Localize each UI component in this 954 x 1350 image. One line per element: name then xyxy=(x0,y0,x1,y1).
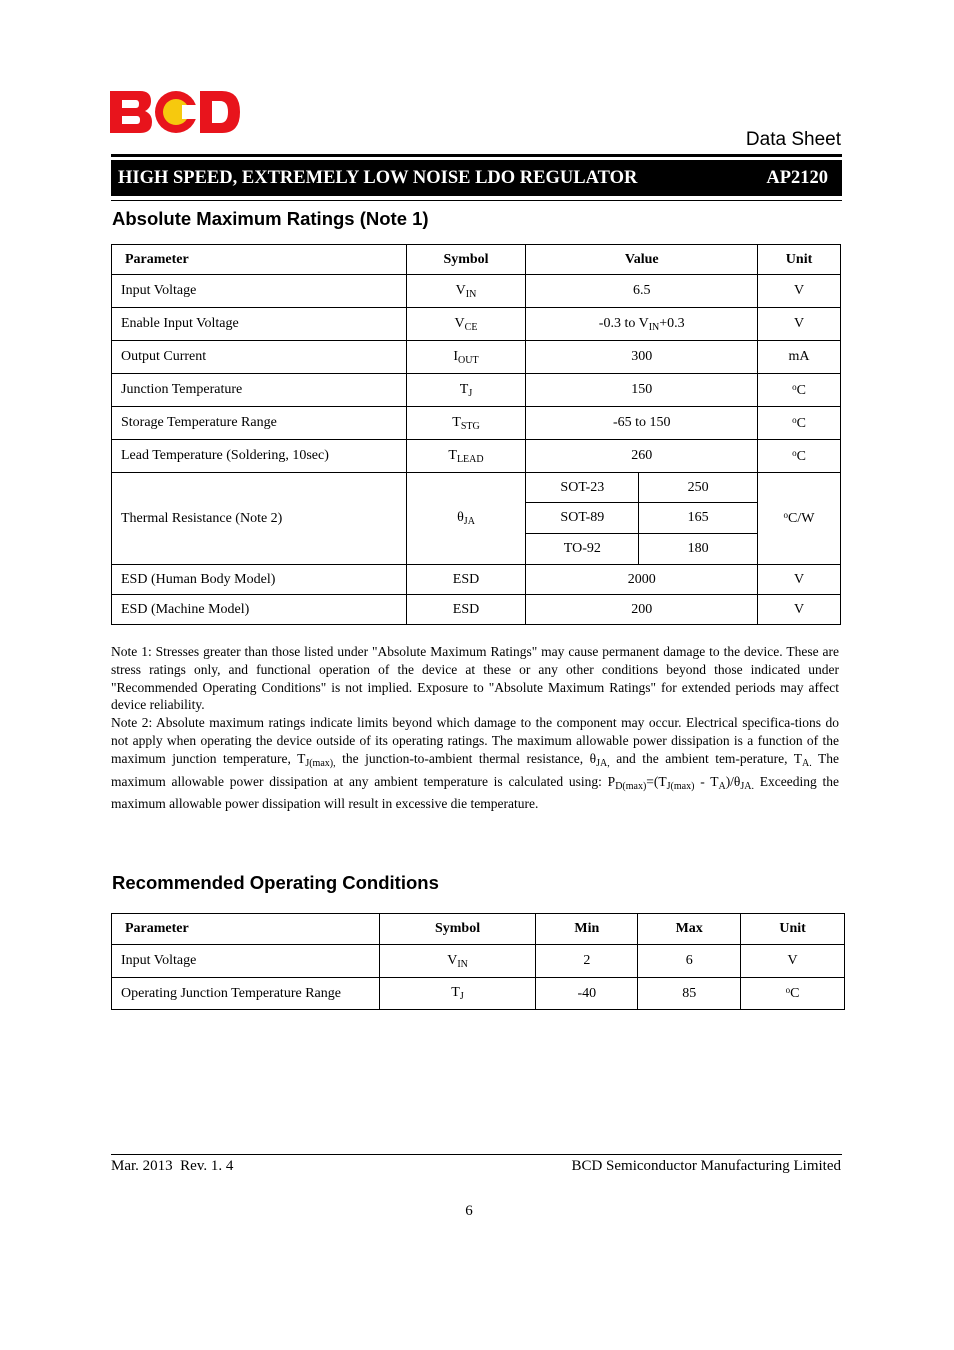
footer-company: BCD Semiconductor Manufacturing Limited xyxy=(571,1158,841,1174)
table-row xyxy=(112,945,845,978)
header-parameter: Parameter xyxy=(112,245,407,275)
header-parameter: Parameter xyxy=(112,914,380,945)
unit-cell: V xyxy=(758,595,841,625)
table-row xyxy=(112,275,841,308)
package-cell: SOT-89 xyxy=(526,503,639,534)
min-cell: -40 xyxy=(536,978,638,1010)
value-cell: 2000 xyxy=(526,565,758,595)
table-row xyxy=(112,595,841,625)
parameter-cell: Input Voltage xyxy=(112,945,380,978)
table-row xyxy=(112,341,841,374)
notes-block xyxy=(111,643,839,813)
header-divider xyxy=(111,200,842,201)
parameter-cell: Operating Junction Temperature Range xyxy=(112,978,380,1010)
note-2: Note 2: Absolute maximum ratings indicate limits beyond which damage to the component may occur. Electrical specifica-tions do not apply when operating the device outside of its operating ratings. The maximum allowable power dissipation is a function of the maximum junction temperature, $T_{J(max),}$ the junction-to-ambient thermal resistance, $\theta_{JA,}$ and the ambient tem-perature, $T_{A.}$ The maximum allowable power dissipation at any ambient temperature is calculated using: $P_{D(max)}=(T_{J(max)} - T_A)/\theta_{JA.}$ Exceeding the maximum allowable power dissipation will result in excessive die temperature. xyxy=(111,715,840,812)
value-cell: -65 to 150 xyxy=(526,407,758,440)
abs-max-heading: Absolute Maximum Ratings (Note 1) xyxy=(112,208,429,229)
value-cell: 250 xyxy=(639,473,758,503)
unit-cell: $^o$C xyxy=(758,374,841,407)
rec-op-table xyxy=(111,913,845,1010)
table-row xyxy=(112,407,841,440)
title-bar xyxy=(111,160,842,196)
header-symbol: Symbol xyxy=(379,914,536,945)
header-min: Min xyxy=(536,914,638,945)
note-1: Note 1: Stresses greater than those listed under "Absolute Maximum Ratings" may cause permanent damage to the device. These are stress ratings only, and functional operation of the device at these or any other conditions beyond those indicated under "Recommended Operating Conditions" is not implied. Exposure to "Absolute Maximum Ratings" for extended periods may affect device reliability. xyxy=(111,644,839,713)
parameter-cell: ESD (Machine Model) xyxy=(112,595,407,625)
thermal-row xyxy=(112,473,841,503)
parameter-cell: Output Current xyxy=(112,341,407,374)
symbol-cell: $V_{IN}$ xyxy=(406,275,526,308)
symbol-cell: $V_{CE}$ xyxy=(406,308,526,341)
table-row xyxy=(112,565,841,595)
abs-max-table xyxy=(111,244,841,625)
value-cell: 180 xyxy=(639,534,758,565)
header-unit: Unit xyxy=(741,914,845,945)
unit-cell: mA xyxy=(758,341,841,374)
header-unit: Unit xyxy=(758,245,841,275)
symbol-cell: $V_{IN}$ xyxy=(379,945,536,978)
value-cell: 165 xyxy=(639,503,758,534)
value-cell: 200 xyxy=(526,595,758,625)
value-cell: 300 xyxy=(526,341,758,374)
symbol-cell: $T_J$ xyxy=(406,374,526,407)
symbol-cell: ESD xyxy=(406,595,526,625)
value-cell: 150 xyxy=(526,374,758,407)
parameter-cell: ESD (Human Body Model) xyxy=(112,565,407,595)
document-type: Data Sheet xyxy=(745,129,841,150)
unit-cell: $^o$C/W xyxy=(758,473,841,565)
parameter-cell: Junction Temperature xyxy=(112,374,407,407)
page-number: 6 xyxy=(465,1203,473,1219)
symbol-cell: $I_{OUT}$ xyxy=(406,341,526,374)
footer-rule xyxy=(111,1154,842,1155)
part-number: AP2120 xyxy=(766,167,828,188)
parameter-cell: Enable Input Voltage xyxy=(112,308,407,341)
rec-op-heading: Recommended Operating Conditions xyxy=(112,872,439,893)
header-max: Max xyxy=(638,914,741,945)
bcd-logo xyxy=(110,88,242,136)
value-cell: 260 xyxy=(526,440,758,473)
unit-cell: V xyxy=(741,945,845,978)
header-value: Value xyxy=(526,245,758,275)
unit-cell: V xyxy=(758,308,841,341)
parameter-cell: Lead Temperature (Soldering, 10sec) xyxy=(112,440,407,473)
symbol-cell: ESD xyxy=(406,565,526,595)
table-row xyxy=(112,308,841,341)
min-cell: 2 xyxy=(536,945,638,978)
parameter-cell: Input Voltage xyxy=(112,275,407,308)
footer-date-revision: Mar. 2013 Rev. 1. 4 xyxy=(111,1158,234,1174)
parameter-cell: Thermal Resistance (Note 2) xyxy=(112,473,407,565)
table-row xyxy=(112,374,841,407)
value-cell: -0.3 to $V_{IN}+0.3$ xyxy=(526,308,758,341)
unit-cell: $^o$C xyxy=(741,978,845,1010)
table-header-row xyxy=(112,914,845,945)
header-symbol: Symbol xyxy=(406,245,526,275)
max-cell: 6 xyxy=(638,945,741,978)
symbol-cell: $T_{LEAD}$ xyxy=(406,440,526,473)
unit-cell: V xyxy=(758,275,841,308)
unit-cell: V xyxy=(758,565,841,595)
unit-cell: $^o$C xyxy=(758,440,841,473)
document-title: HIGH SPEED, EXTREMELY LOW NOISE LDO REGULATOR xyxy=(118,167,638,188)
table-header-row xyxy=(112,245,841,275)
symbol-cell: $T_{STG}$ xyxy=(406,407,526,440)
value-cell: 6.5 xyxy=(526,275,758,308)
symbol-cell: $\theta_{JA}$ xyxy=(406,473,526,565)
table-row xyxy=(112,440,841,473)
header-rule xyxy=(111,154,842,157)
max-cell: 85 xyxy=(638,978,741,1010)
table-row xyxy=(112,978,845,1010)
package-cell: TO-92 xyxy=(526,534,639,565)
unit-cell: $^o$C xyxy=(758,407,841,440)
symbol-cell: $T_J$ xyxy=(379,978,536,1010)
parameter-cell: Storage Temperature Range xyxy=(112,407,407,440)
package-cell: SOT-23 xyxy=(526,473,639,503)
